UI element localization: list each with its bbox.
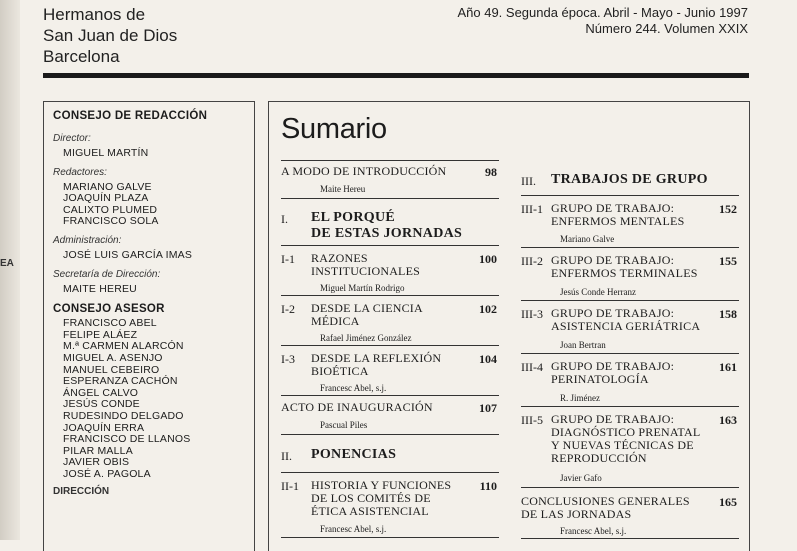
toc-entry-I-3[interactable] [281, 346, 499, 396]
advisor-name: M.ª CARMEN ALARCÓN [63, 340, 184, 353]
entry-author: Francesc Abel, s.j. [320, 524, 387, 534]
advisory-heading: CONSEJO ASESOR [53, 303, 165, 316]
section-heading-1 [281, 199, 499, 246]
entry-number: III-1 [521, 202, 543, 216]
publication-name [43, 4, 177, 67]
toc-entry-III-4[interactable] [521, 354, 739, 407]
toc-entry-III-3[interactable] [521, 301, 739, 354]
entry-author: Francesc Abel, s.j. [560, 526, 627, 536]
toc-entry-II-1[interactable] [281, 473, 499, 538]
entry-author: Pascual Piles [320, 420, 368, 430]
entry-title: DESDE LA REFLEXIÓN BIOÉTICA [311, 351, 442, 378]
section-title: EL PORQUÉ [311, 210, 395, 225]
toc-entry-conclusions[interactable] [521, 488, 739, 539]
entry-title: CONCLUSIONES GENERALES DE LAS JORNADAS [521, 494, 690, 521]
advisor-name: MANUEL CEBEIRO [63, 363, 160, 376]
board-heading: CONSEJO DE REDACCIÓN [53, 110, 208, 122]
entry-author: Jesús Conde Herranz [560, 287, 636, 297]
entry-title: GRUPO DE TRABAJO: ENFERMOS TERMINALES [551, 253, 698, 280]
entry-number: III-2 [521, 254, 543, 268]
entry-page: 98 [485, 165, 497, 179]
section-number: I. [281, 212, 288, 226]
toc-column-right [521, 160, 739, 539]
entry-title: A MODO DE INTRODUCCIÓN [281, 164, 447, 178]
cutoff-heading: DIRECCIÓN [53, 486, 110, 498]
advisor-name: RUDESINDO DELGADO [63, 409, 184, 422]
editor-name: FRANCISCO SOLA [63, 215, 159, 228]
entry-author: Joan Bertran [560, 340, 606, 350]
entry-author: Rafael Jiménez González [320, 333, 412, 343]
section-title: TRABAJOS DE GRUPO [551, 172, 708, 187]
advisor-name: JAVIER OBIS [63, 456, 130, 469]
issue-info [457, 5, 748, 37]
entry-title: DESDE LA CIENCIA MÉDICA [311, 301, 423, 328]
entry-author: Javier Gafo [560, 473, 602, 483]
advisor-name: JOSÉ A. PAGOLA [63, 467, 151, 480]
secretary-label: Secretaría de Dirección: [53, 268, 161, 280]
entry-title: RAZONES INSTITUCIONALES [311, 251, 420, 278]
editor-name: MARIANO GALVE [63, 180, 152, 193]
director-label: Director: [53, 133, 91, 144]
editor-name: JOAQUÍN PLAZA [63, 192, 149, 205]
publication-name-line: San Juan de Dios [43, 26, 178, 45]
section-number: III. [521, 174, 536, 188]
entry-number: I-2 [281, 302, 295, 316]
toc-entry-inauguration[interactable] [281, 396, 499, 435]
entry-page: 152 [719, 202, 737, 216]
issue-line: Año 49. Segunda época. Abril - Mayo - Junio 1997 [457, 5, 748, 20]
entry-title: HISTORIA Y FUNCIONES DE LOS COMITÉS DE ÉTICA ASISTENCIAL [311, 478, 452, 518]
entry-author: Francesc Abel, s.j. [320, 383, 387, 393]
entry-title: GRUPO DE TRABAJO: ENFERMOS MENTALES [551, 201, 685, 228]
toc-entry-III-1[interactable] [521, 196, 739, 248]
entry-number: II-1 [281, 479, 299, 493]
entry-page: 107 [479, 401, 497, 415]
advisor-name: PILAR MALLA [63, 444, 133, 457]
section-title: DE ESTAS JORNADAS [311, 226, 463, 241]
section-heading-3 [521, 160, 739, 196]
entry-title: GRUPO DE TRABAJO: ASISTENCIA GERIÁTRICA [551, 306, 701, 333]
admin-name: JOSÉ LUIS GARCÍA IMAS [63, 248, 193, 261]
publication-name-line: Barcelona [43, 47, 120, 66]
admin-label: Administración: [53, 234, 122, 246]
advisor-name: FRANCISCO DE LLANOS [63, 433, 191, 446]
entry-title: ACTO DE INAUGURACIÓN [281, 400, 433, 414]
table-of-contents [268, 101, 750, 551]
entry-page: 102 [479, 302, 497, 316]
entry-author: Miguel Martín Rodrigo [320, 283, 405, 293]
header-rule [43, 73, 749, 78]
advisor-name: ÁNGEL CALVO [63, 386, 139, 399]
advisor-name: MIGUEL A. ASENJO [63, 351, 163, 364]
section-heading-2 [281, 435, 499, 473]
secretary-name: MAITE HEREU [63, 282, 137, 295]
toc-entry-intro[interactable] [281, 161, 499, 199]
entry-title: GRUPO DE TRABAJO: PERINATOLOGÍA [551, 359, 675, 386]
issue-line: Número 244. Volumen XXIX [585, 21, 748, 36]
advisor-name: ESPERANZA CACHÓN [63, 375, 178, 388]
entry-number: III-3 [521, 307, 543, 321]
publication-name-line: Hermanos de [43, 5, 146, 24]
entry-page: 161 [719, 360, 737, 374]
entry-number: III-4 [521, 360, 543, 374]
entry-author: R. Jiménez [560, 393, 600, 403]
editorial-board [43, 101, 255, 551]
section-title: PONENCIAS [311, 447, 397, 462]
entry-number: III-5 [521, 413, 543, 427]
advisor-name: FRANCISCO ABEL [63, 317, 157, 330]
editor-name: CALIXTO PLUMED [63, 203, 158, 216]
toc-title: Sumario [281, 113, 387, 145]
advisor-name: JESÚS CONDE [63, 398, 140, 411]
entry-page: 104 [479, 352, 497, 366]
entry-page: 155 [719, 254, 737, 268]
entry-title: GRUPO DE TRABAJO: DIAGNÓSTICO PRENATAL Y NUEVAS TÉCNICAS DE REPRODUCCIÓN [551, 412, 700, 465]
entry-page: 110 [479, 479, 497, 493]
toc-entry-I-1[interactable] [281, 246, 499, 296]
advisor-name: JOAQUÍN ERRA [63, 421, 145, 434]
entry-number: I-1 [281, 252, 295, 266]
entry-author: Maite Hereu [320, 184, 366, 194]
director-name: MIGUEL MARTÍN [63, 147, 149, 159]
toc-entry-I-2[interactable] [281, 296, 499, 346]
section-number: II. [281, 449, 292, 463]
advisor-name: FELIPE ALÁEZ [63, 328, 138, 341]
entry-author: Mariano Galve [560, 234, 615, 244]
toc-column-left [281, 160, 499, 538]
editors-label: Redactores: [53, 166, 107, 178]
spine-fragment: EA [0, 258, 14, 269]
toc-entry-III-5[interactable] [521, 407, 739, 488]
entry-page: 100 [479, 252, 497, 266]
entry-number: I-3 [281, 352, 295, 366]
entry-page: 163 [719, 413, 737, 427]
page-spine [0, 0, 20, 540]
toc-entry-III-2[interactable] [521, 248, 739, 301]
entry-page: 158 [719, 307, 737, 321]
entry-page: 165 [719, 495, 737, 509]
